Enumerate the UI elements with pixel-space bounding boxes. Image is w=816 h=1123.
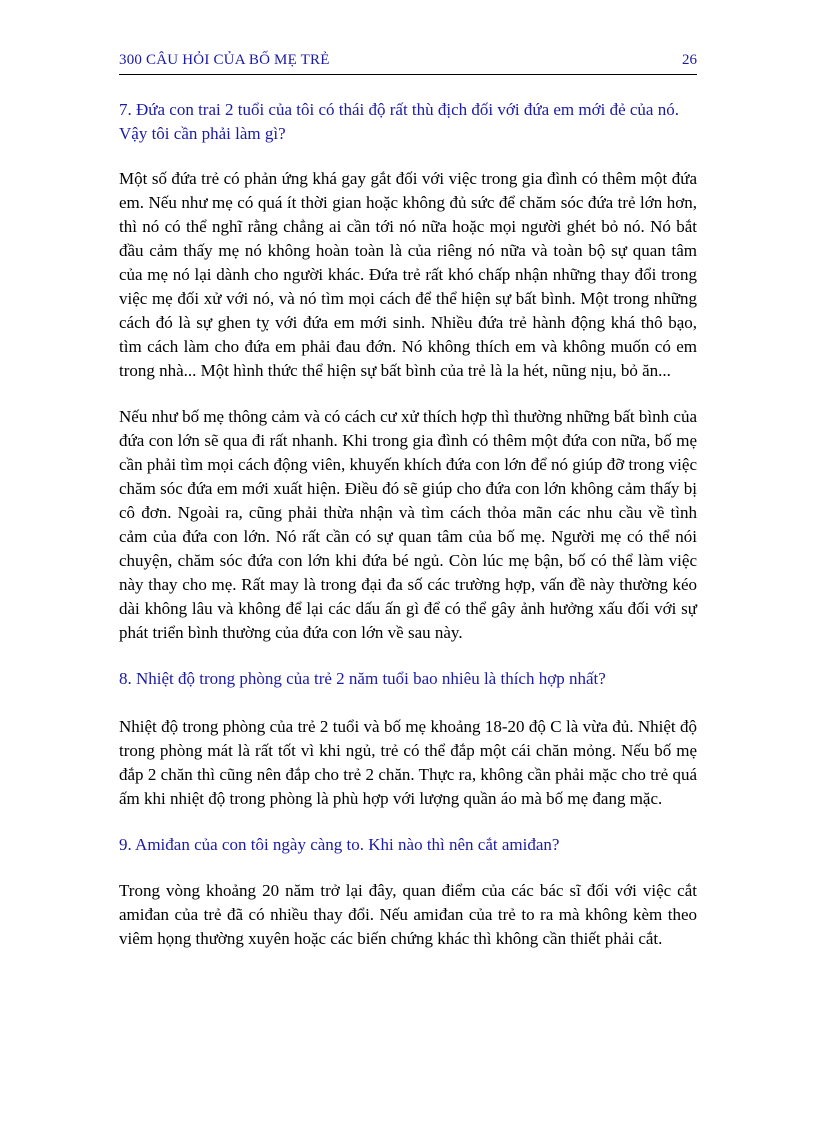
answer-7-paragraph-1: Một số đứa trẻ có phản ứng khá gay gắt đối với việc trong gia đình có thêm một đứa em. Nếu như mẹ có quá ít thời gian hoặc không đủ sức để chăm sóc đứa trẻ lớn hơn, thì nó có thể nghĩ rằng chẳng ai cần tới nó nữa hoặc mọi người ghét bỏ nó. Nó bắt đầu cảm thấy mẹ nó không hoàn toàn là của riêng nó nữa và toàn bộ sự quan tâm của mẹ nó lại dành cho người khác. Đứa trẻ rất khó chấp nhận những thay đổi trong việc mẹ đối xử với nó, và nó tìm mọi cách để thể hiện sự bất bình. Một trong những cách đó là sự ghen tỵ với đứa em mới sinh. Nhiều đứa trẻ hành động khá thô bạo, tìm cách làm cho đứa em phải đau đớn. Nó không thích em và không muốn có em trong nhà... Một hình thức thể hiện sự bất bình của trẻ là la hét, nũng nịu, bỏ ăn... [119, 169, 697, 380]
answer-8-paragraph-1: Nhiệt độ trong phòng của trẻ 2 tuổi và bố mẹ khoảng 18-20 độ C là vừa đủ. Nhiệt độ trong phòng mát là rất tốt vì khi ngủ, trẻ có thể đắp một cái chăn mỏng. Nếu bố mẹ đắp 2 chăn thì cũng nên đắp cho trẻ 2 chăn. Thực ra, không cần phải mặc cho trẻ quá ấm khi nhiệt độ trong phòng là phù hợp với lượng quần áo mà bố mẹ đang mặc. [119, 717, 697, 808]
question-9: 9. Amiđan của con tôi ngày càng to. Khi nào thì nên cắt amiđan? [119, 835, 560, 854]
answer-7-paragraph-2: Nếu như bố mẹ thông cảm và có cách cư xử thích hợp thì thường những bất bình của đứa con lớn sẽ qua đi rất nhanh. Khi trong gia đình có thêm một đứa con nữa, bố mẹ cần phải tìm mọi cách động viên, khuyến khích đứa con lớn để nó giúp đỡ trong việc chăm sóc đứa em mới xuất hiện. Điều đó sẽ giúp cho đứa con lớn không cảm thấy bị cô đơn. Ngoài ra, cũng phải thừa nhận và tìm cách thỏa mãn các nhu cầu về tình cảm của đứa con lớn. Nó rất cần có sự quan tâm của bố mẹ. Người mẹ có thể nói chuyện, chăm sóc đứa con lớn khi đứa bé ngủ. Còn lúc mẹ bận, bố có thể làm việc này thay cho mẹ. Rất may là trong đại đa số các trường hợp, vấn đề này thường kéo dài không lâu và không để lại các dấu ấn gì để có thể gây ảnh hưởng xấu đối với sự phát triển bình thường của đứa con lớn về sau này. [119, 407, 697, 642]
page-number: 26 [682, 52, 697, 68]
book-title: 300 CÂU HỎI CỦA BỐ MẸ TRẺ [119, 52, 330, 68]
page-content [119, 98, 697, 951]
question-8: 8. Nhiệt độ trong phòng của trẻ 2 năm tuổi bao nhiêu là thích hợp nhất? [119, 669, 606, 688]
page-header [119, 52, 697, 75]
question-7: 7. Đứa con trai 2 tuổi của tôi có thái độ rất thù địch đối với đứa em mới đẻ của nó. Vậy tôi cần phải làm gì? [119, 100, 679, 143]
answer-9-paragraph-1: Trong vòng khoảng 20 năm trở lại đây, quan điểm của các bác sĩ đối với việc cắt amiđan của trẻ đã có nhiều thay đổi. Nếu amiđan của trẻ to ra mà không kèm theo viêm họng thường xuyên hoặc các biến chứng khác thì không cần thiết phải cắt. [119, 881, 697, 948]
